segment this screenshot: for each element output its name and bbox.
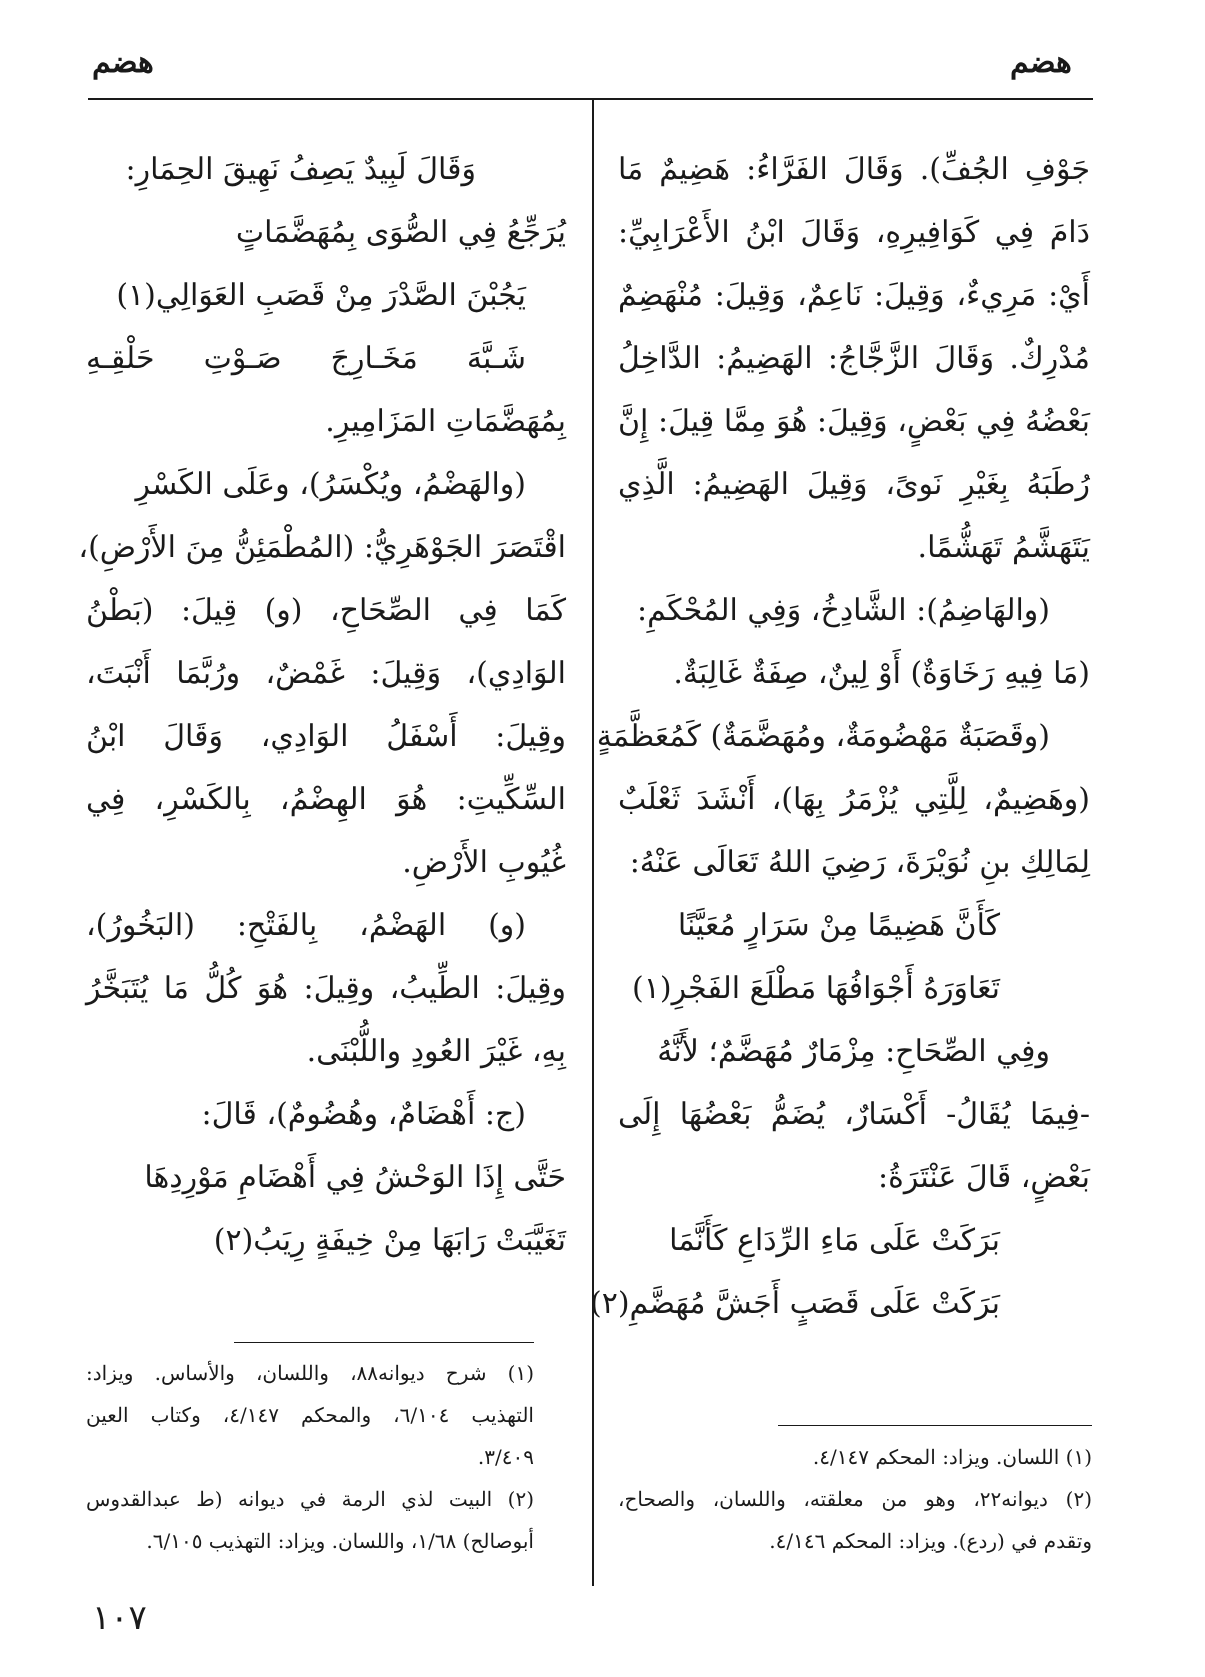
footnote-line: ٣/٤٠٩.	[477, 1445, 534, 1469]
verse-line: حَتَّى إِذَا الوَحْشُ فِي أَهْضَامِ مَوْرِدِهَا	[144, 1160, 566, 1195]
text-line: السِّكِّيتِ: هُوَ الهِضْمُ، بِالكَسْرِ، فِي	[86, 782, 566, 817]
text-line: أَيْ: مَرِيءٌ، وَقِيلَ: نَاعِمٌ، وَقِيلَ: مُنْهَضِمٌ	[618, 278, 1090, 313]
text-line: بَعْضُهُ فِي بَعْضٍ، وَقِيلَ: هُوَ مِمَّا قِيلَ: إِنَّ	[618, 404, 1090, 439]
footnote-line: (١) اللسان. ويزاد: المحكم ٤/١٤٧.	[812, 1445, 1092, 1469]
text-line: الوَادِي)، وَقِيلَ: غَمْضٌ، ورُبَّمَا أَنْبَتَ،	[86, 656, 566, 691]
text-line: (مَا فِيهِ رَخَاوَةٌ) أَوْ لِينٌ، صِفَةٌ غَالِبَةٌ.	[673, 656, 1090, 691]
text-line: اقْتَصَرَ الجَوْهَرِيُّ: (المُطْمَئِنُّ مِنَ الأَرْضِ)،	[78, 530, 566, 565]
verse-line: تَغَيَّبَتْ رَابَهَا مِنْ خِيفَةٍ رِيَبُ(٢)	[213, 1223, 566, 1258]
footnote-line: (٢) ديوانه٢٢، وهو من معلقته، واللسان، والصحاح،	[618, 1487, 1093, 1511]
text-line: (وقَصَبَةٌ مَهْضُومَةٌ، ومُهَضَّمَةٌ) كَمُعَظَّمَةٍ	[596, 719, 1050, 754]
text-line: بَعْضٍ، قَالَ عَنْتَرَةُ:	[878, 1160, 1090, 1195]
text-line: يَتَهَشَّمُ تَهَشُّمًا.	[917, 530, 1090, 565]
header-rule	[88, 98, 1093, 100]
text-line: وَقَالَ لَبِيدٌ يَصِفُ نَهِيقَ الحِمَارِ:	[125, 152, 476, 187]
text-line: -فِيمَا يُقَالُ- أَكْسَارٌ، يُضَمُّ بَعْضُهَا إِلَى	[618, 1097, 1090, 1132]
verse-line: يَجُبْنَ الصَّدْرَ مِنْ قَصَبِ العَوَالِي(١)	[116, 278, 526, 313]
footnotes-right	[618, 1436, 1092, 1562]
verse-line: تَعَاوَرَهُ أَجْوَافُهَا مَطْلَعَ الفَجْرِ(١)	[632, 971, 1000, 1006]
text-line: (و) الهَضْمُ، بِالفَتْحِ: (البَخُورُ)،	[86, 908, 526, 943]
verse-line: يُرَجِّعُ فِي الصُّوَى بِمُهَضَّمَاتٍ	[235, 215, 566, 250]
column-divider	[592, 98, 594, 1586]
verse-line: بَرَكَتْ عَلَى قَصَبٍ أَجَشَّ مُهَضَّمِ(٢)	[590, 1286, 1000, 1321]
text-line: كَمَا فِي الصِّحَاحِ، (و) قِيلَ: (بَطْنُ	[86, 593, 566, 628]
text-line: وقِيلَ: الطِّيبُ، وقِيلَ: هُوَ كُلُّ مَا يُتَبَخَّرُ	[86, 971, 566, 1006]
verse-line: بَرَكَتْ عَلَى مَاءِ الرِّدَاعِ كَأَنَّمَا	[669, 1223, 1000, 1258]
text-line: (وهَضِيمٌ، لِلَّتِي يُزْمَرُ بِهَا)، أَنْشَدَ ثَعْلَبٌ	[618, 782, 1090, 817]
footnote-line: (٢) البيت لذي الرمة في ديوانه (ط عبدالقدوس	[86, 1487, 534, 1511]
text-line: (ج: أَهْضَامٌ، وهُضُومٌ)، قَالَ:	[201, 1097, 526, 1132]
footnote-line: أبوصالح) ١/٦٨، واللسان. ويزاد: التهذيب ٦/١٠٥.	[146, 1529, 534, 1553]
verse-line: كَأَنَّ هَضِيمًا مِنْ سَرَارٍ مُعَيَّنًا	[677, 908, 1000, 943]
text-line: (والهَضْمُ، ويُكْسَرُ)، وعَلَى الكَسْرِ	[135, 467, 526, 502]
footnote-rule-right	[778, 1425, 1092, 1426]
footnote-line: (١) شرح ديوانه٨٨، واللسان، والأساس. ويزاد:	[86, 1361, 534, 1385]
page-number: ١٠٧	[92, 1598, 147, 1638]
footnote-line: وتقدم في (ردع). ويزاد: المحكم ٤/١٤٦.	[769, 1529, 1092, 1553]
footnote-rule-left	[234, 1342, 534, 1343]
text-line: مُدْرِكٌ. وَقَالَ الزَّجَّاجُ: الهَضِيمُ: الدَّاخِلُ	[618, 341, 1090, 376]
footnote-line: التهذيب ٦/١٠٤، والمحكم ٤/١٤٧، وكتاب العين	[86, 1403, 534, 1427]
text-line: لِمَالِكِ بنِ نُوَيْرَةَ، رَضِيَ اللهُ تَعَالَى عَنْهُ:	[629, 845, 1090, 880]
footnotes-left	[86, 1352, 534, 1562]
left-column	[78, 138, 566, 1272]
text-line: وفِي الصِّحَاحِ: مِزْمَارٌ مُهَضَّمٌ؛ لأَنَّهُ	[657, 1034, 1050, 1069]
text-line: شَـبَّهَ مَخَـارِجَ صَـوْتِ حَلْقِـهِ	[86, 341, 526, 376]
text-line: دَامَ فِي كَوَافِيرِهِ، وَقَالَ ابْنُ الأَعْرَابِيِّ:	[618, 215, 1090, 250]
text-line: بِهِ، غَيْرَ العُودِ واللُّبْنَى.	[306, 1034, 566, 1069]
text-line: جَوْفِ الجُفِّ). وَقَالَ الفَرَّاءُ: هَضِيمٌ مَا	[618, 152, 1090, 187]
text-line: بِمُهَضَّمَاتِ المَزَامِيرِ.	[325, 404, 566, 439]
text-line: وقِيلَ: أَسْفَلُ الوَادِي، وَقَالَ ابْنُ	[86, 719, 566, 754]
running-header-left: هضم	[92, 45, 154, 80]
text-line: غُيُوبِ الأَرْضِ.	[402, 845, 566, 880]
text-line: رُطَبَهُ بِغَيْرِ نَوىً، وَقِيلَ الهَضِيمُ: الَّذِي	[618, 467, 1090, 502]
right-column	[590, 138, 1090, 1335]
text-line: (والهَاضِمُ): الشَّادِخُ، وَفِي المُحْكَمِ:	[637, 593, 1050, 628]
running-header-right: هضم	[1010, 45, 1072, 80]
